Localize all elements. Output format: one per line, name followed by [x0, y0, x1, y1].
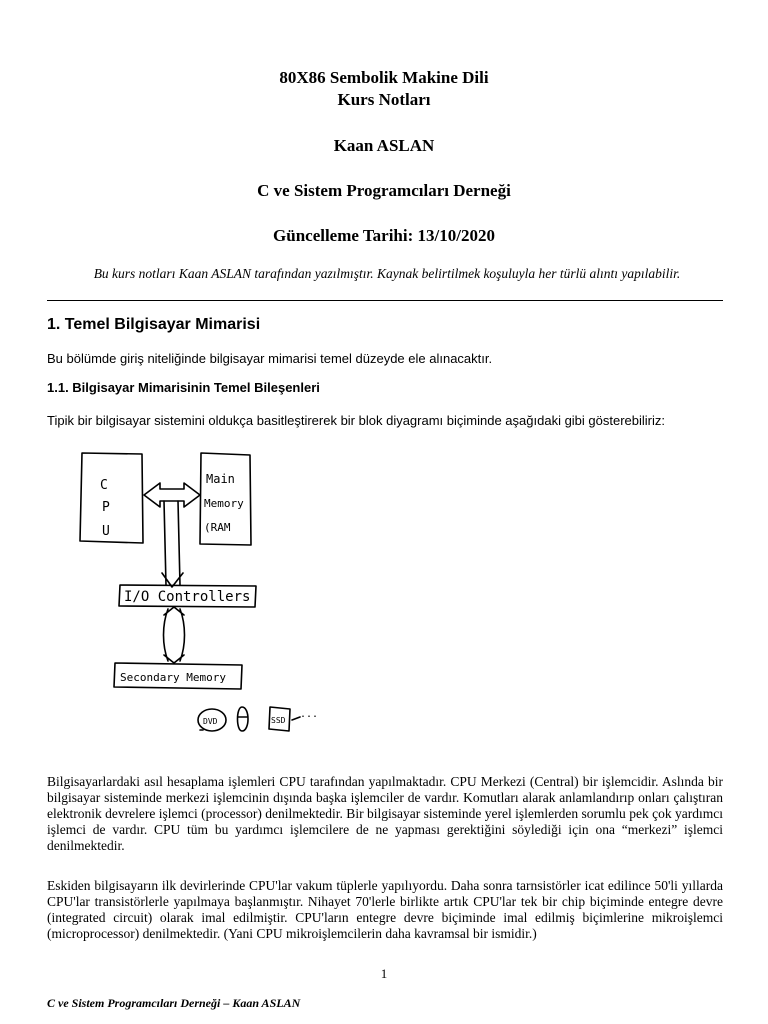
bus-vertical: [162, 501, 183, 587]
section-heading: 1. Temel Bilgisayar Mimarisi: [47, 316, 261, 333]
body-paragraph-1: Bilgisayarlardaki asıl hesaplama işlemleri CPU tarafından yapılmaktadır. CPU Merkezi (Central) bir işlemcidir. Aslında bir bilgisayar sisteminde merkezi işlemcinin dışında başka işlemciler de vardır. Komutları alarak anlamlandırıp onları çalıştıran elektronik devrelere işlemci (processor) denilmektedir. Bir bilgisayar sisteminde yerel işlemlerden sorumlu pek çok yardımcı işlemci de vardır. CPU tüm bu yardımcı işlemcilere de ne yapması gerektiğini söylediği için ona “merkezi” işlemci denilmektedir.: [47, 774, 723, 853]
io-secondary-arrow: [164, 607, 185, 663]
dvd-label: DVD: [203, 717, 218, 726]
ssd-label: SSD: [271, 716, 286, 725]
io-controllers-label: I/O Controllers: [124, 589, 251, 605]
author-name: Kaan ASLAN: [333, 136, 435, 155]
cpu-memory-arrow: [144, 483, 200, 507]
memory-line-3: (RAM: [204, 521, 231, 534]
secondary-memory-label: Secondary Memory: [120, 671, 226, 684]
subsection-heading: 1.1. Bilgisayar Mimarisinin Temel Bileşenleri: [47, 380, 320, 395]
cpu-letter-p: P: [102, 500, 110, 515]
subsection-intro: Tipik bir bilgisayar sistemini oldukça basitleştirerek bir blok diyagramı biçiminde aşağıdaki gibi gösterebiliriz:: [47, 413, 665, 428]
document-subtitle: Kurs Notları: [337, 90, 431, 109]
cpu-box: [80, 453, 143, 543]
more-devices-label: ...: [300, 709, 319, 720]
document-title: 80X86 Sembolik Makine Dili: [279, 68, 489, 87]
copyright-notice: Bu kurs notları Kaan ASLAN tarafından yazılmıştır. Kaynak belirtilmek koşuluyla her türlü alıntı yapılabilir.: [93, 266, 681, 281]
update-date: Güncelleme Tarihi: 13/10/2020: [273, 226, 495, 245]
memory-line-2: Memory: [204, 497, 244, 510]
drive-icon: [238, 707, 249, 731]
page-footer: C ve Sistem Programcıları Derneği – Kaan ASLAN: [47, 996, 301, 1010]
body-paragraph-2: Eskiden bilgisayarın ilk devirlerinde CPU'lar vakum tüplerle yapılıyordu. Daha sonra tarnsistörler icat edilince 50'li yıllarda CPU'lar transistörlerle yapılmaya başlanmıştır. Nihayet 70'lerle birlikte artık CPU'lar tek bir chip biçiminde entegre devre (integrated circuit) olarak imal edilmiştir. CPU'ların entegre devre biçiminde imal edilmiş biçimlerine mikroişlemci (microprocessor) denilmektedir. (Yani CPU mikroişlemcilerin daha kavramsal bir ismidir.): [47, 878, 723, 941]
cpu-letter-c: C: [100, 478, 108, 493]
divider: [47, 300, 723, 301]
section-intro: Bu bölümde giriş niteliğinde bilgisayar mimarisi temel düzeyde ele alınacaktır.: [47, 351, 493, 366]
memory-line-1: Main: [206, 472, 235, 486]
block-diagram: [60, 445, 350, 745]
page-number: 1: [380, 966, 388, 981]
cpu-letter-u: U: [102, 524, 110, 539]
organization-name: C ve Sistem Programcıları Derneği: [257, 181, 511, 200]
